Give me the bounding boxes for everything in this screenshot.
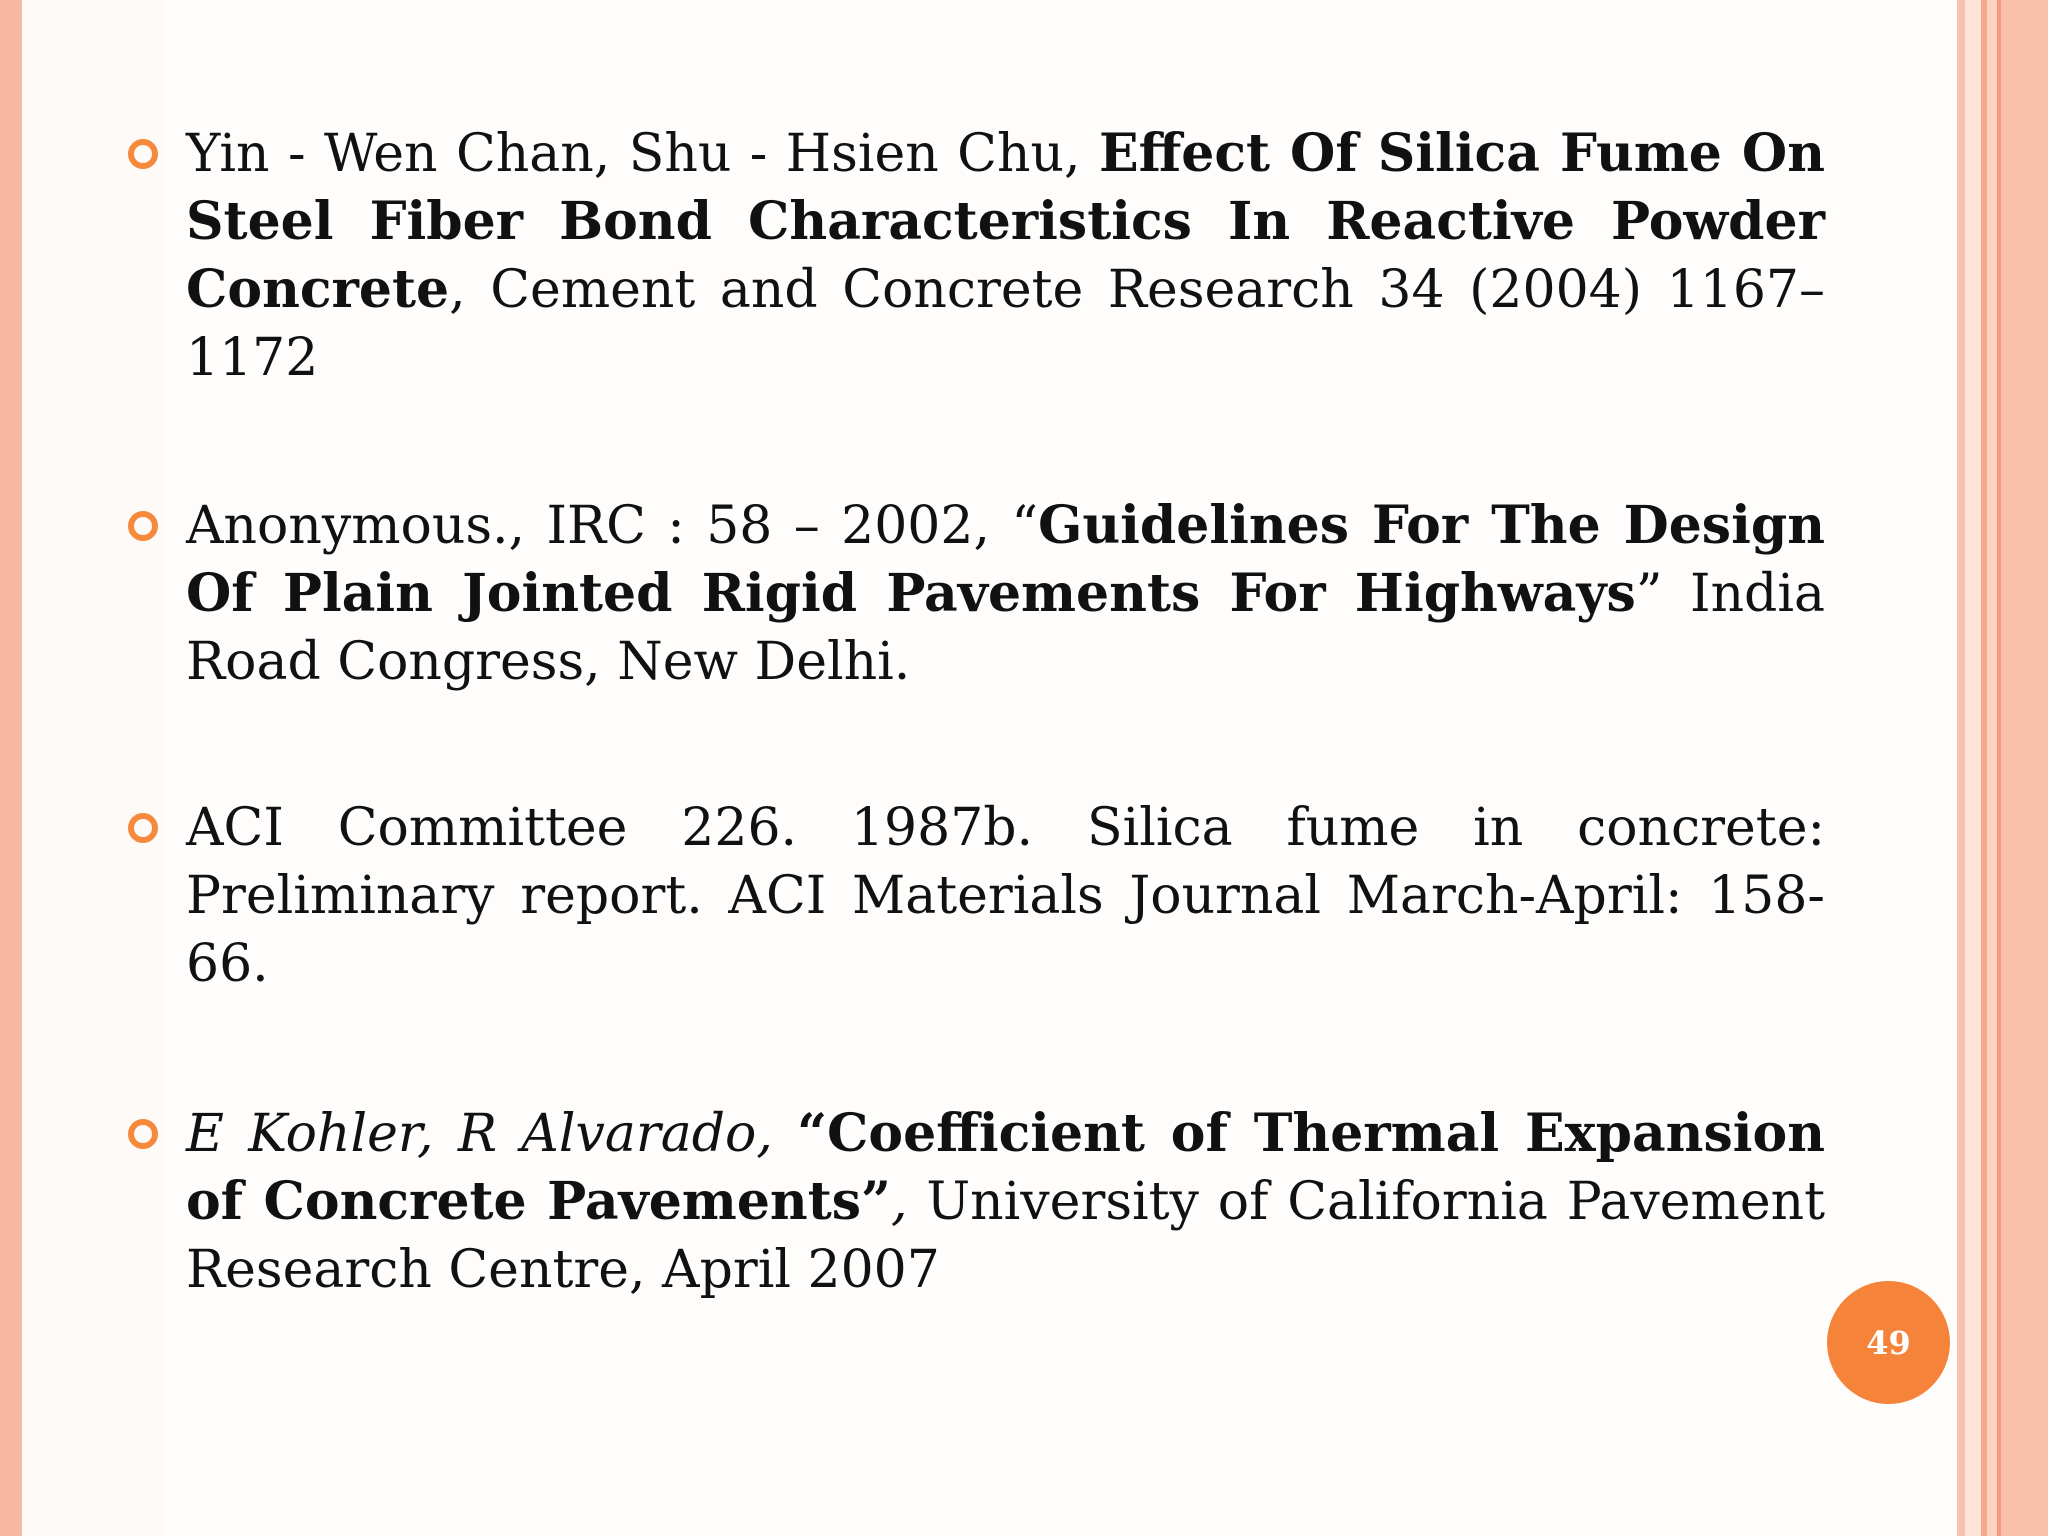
bullet-ring-icon [128, 813, 158, 843]
bullet-ring-icon [128, 1119, 158, 1149]
reference-item [128, 492, 1825, 696]
reference-list [128, 120, 1825, 1304]
reference-item [128, 794, 1825, 998]
bullet-ring-icon [128, 139, 158, 169]
reference-title: “Coefficient of Thermal Expansion of Concrete Pavements” [186, 1103, 1826, 1232]
right-border-stripe [2001, 0, 2048, 1536]
reference-details: University of California Pavement Research Centre, April 2007 [186, 1172, 1825, 1300]
reference-comma: , [890, 1172, 908, 1232]
reference-item [128, 1100, 1825, 1304]
reference-details: , Cement and Concrete Research 34 (2004) 1167–1172 [186, 260, 1825, 388]
right-border-stripe [1965, 0, 1981, 1536]
reference-title: Guidelines For The Design Of Plain Jointed Rigid Pavements For Highways [186, 495, 1826, 624]
bullet-ring-icon [128, 511, 158, 541]
reference-authors: E Kohler, R Alvarado, [186, 1104, 773, 1164]
reference-item [128, 120, 1825, 392]
right-border-stripe [1957, 0, 1965, 1536]
reference-text: ACI Committee 226. 1987b. Silica fume in concrete: Preliminary report. ACI Materials Journal March-April: 158-66. [186, 798, 1825, 994]
reference-title: Effect Of Silica Fume On Steel Fiber Bond Characteristics In Reactive Powder Concrete [186, 123, 1825, 320]
reference-details: ” India Road Congress, New Delhi. [186, 564, 1825, 692]
right-border-stripe [1987, 0, 1997, 1536]
left-border-stripe [0, 0, 22, 1536]
reference-authors: Anonymous., IRC : 58 – 2002, “ [186, 496, 1038, 556]
reference-authors: Yin - Wen Chan, Shu - Hsien Chu, [186, 124, 1081, 184]
page-number-badge: 49 [1827, 1281, 1950, 1404]
